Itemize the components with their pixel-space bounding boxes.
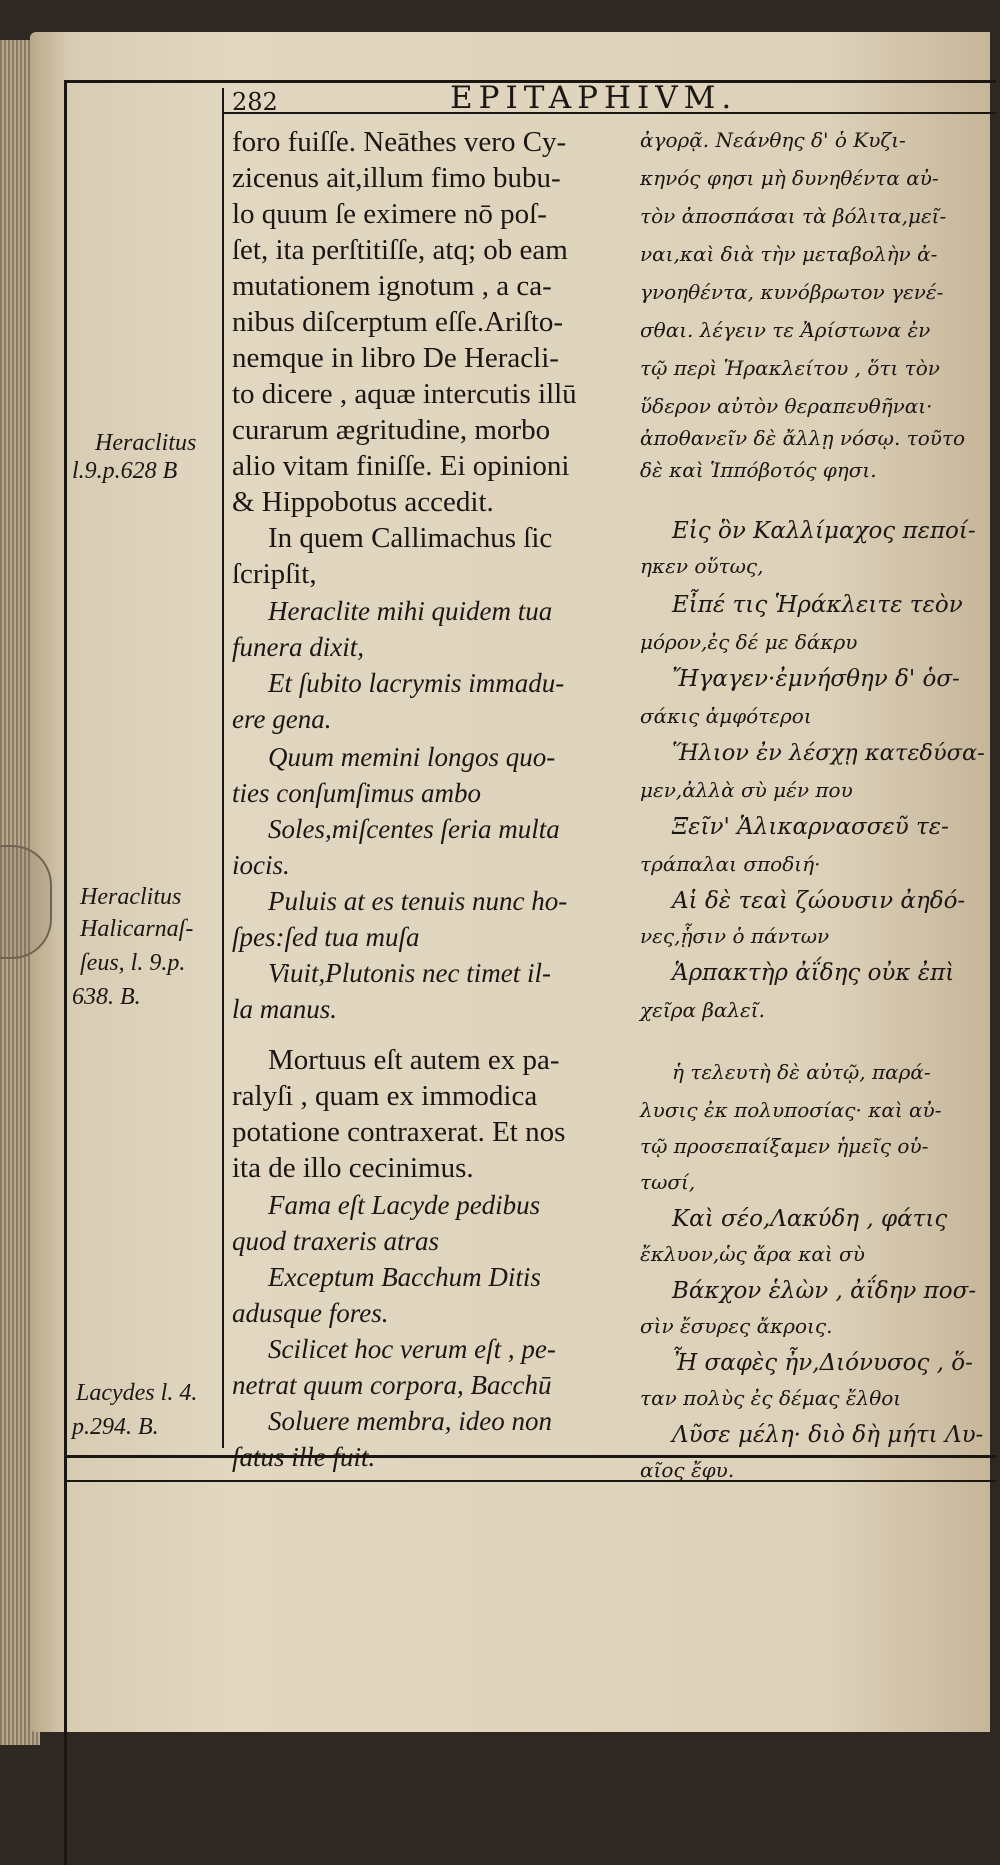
column-rule: [222, 88, 224, 1448]
greek-line: τωσί,: [640, 1170, 696, 1194]
latin-verse-line: netrat quum corpora, Bacchū: [232, 1370, 552, 1400]
left-margin-rule: [64, 80, 67, 1865]
greek-verse-line: Ξεῖν' Ἁλικαρνασσεῦ τε-: [672, 814, 949, 840]
greek-line: ἀγορᾷ. Νεάνθης δ' ὁ Κυζι-: [640, 128, 906, 152]
greek-line: τῷ προσεπαίξαμεν ἡμεῖς οὑ-: [640, 1134, 929, 1158]
greek-line: κηνός φησι μὴ δυνηθέντα αὐ-: [640, 166, 939, 190]
greek-verse-line: Καὶ σέο,Λακύδη , φάτις: [672, 1206, 948, 1232]
latin-verse-line: ſatus ille fuit.: [232, 1442, 376, 1472]
greek-verse-line: σάκις ἀμφότεροι: [640, 704, 812, 728]
greek-verse-line: Βάκχον ἑλὼν , ἀΐδην ποσ-: [672, 1278, 977, 1304]
margin-note: ſeus, l. 9.p.: [80, 950, 186, 976]
margin-note: Halicarnaſ-: [80, 916, 194, 942]
greek-line: ηκεν οὕτως,: [640, 554, 764, 578]
bottom-rule-lower: [64, 1480, 996, 1482]
latin-verse-line: ſpes:ſed tua muſa: [232, 922, 420, 952]
latin-verse-line: funera dixit,: [232, 632, 364, 662]
greek-line: ἀποθανεῖν δὲ ἄλλῃ νόσῳ. τοῦτο: [640, 426, 966, 450]
greek-verse-line: τράπαλαι σποδιή·: [640, 852, 821, 876]
latin-verse-line: Exceptum Bacchum Ditis: [268, 1262, 541, 1292]
greek-verse-line: ταν πολὺς ἐς δέμας ἔλθοι: [640, 1386, 902, 1410]
greek-verse-line: Ἤγαγεν·ἐμνήσθην δ' ὁσ-: [672, 666, 960, 692]
greek-verse-line: μόρον,ἐς δέ με δάκρυ: [640, 630, 858, 654]
latin-verse-line: la manus.: [232, 994, 338, 1024]
greek-line: λυσις ἐκ πολυποσίας· καὶ αὐ-: [640, 1098, 942, 1122]
greek-verse-line: νες,ᾗσιν ὁ πάντων: [640, 924, 830, 948]
latin-verse-line: Soles,miſcentes ſeria multa: [268, 814, 560, 844]
latin-line: In quem Callimachus ſic: [268, 522, 553, 554]
bottom-rule: [64, 1455, 996, 1458]
latin-verse-line: quod traxeris atras: [232, 1226, 440, 1256]
greek-line: δὲ καὶ Ἱππόβοτός φησι.: [640, 458, 877, 482]
latin-verse-line: adusque fores.: [232, 1298, 389, 1328]
greek-verse-line: ἔκλυον,ὡς ἄρα καὶ σὺ: [640, 1242, 865, 1266]
latin-verse-line: Quum memini longos quo-: [268, 742, 556, 772]
latin-line: curarum ægritudine, morbo: [232, 414, 551, 446]
greek-verse-line: Λῦσε μέλη· διὸ δὴ μήτι Λυ-: [672, 1422, 984, 1448]
latin-verse-line: Viuit,Plutonis nec timet il-: [268, 958, 551, 988]
page-tab-marker: [0, 845, 52, 959]
latin-line: potatione contraxerat. Et nos: [232, 1116, 566, 1148]
latin-verse-line: Puluis at es tenuis nunc ho-: [268, 886, 568, 916]
latin-line: nemque in libro De Heracli-: [232, 342, 559, 374]
latin-line: zicenus ait,illum fimo bubu-: [232, 162, 561, 194]
margin-note: Lacydes l. 4.: [76, 1380, 198, 1406]
latin-verse-line: Et ſubito lacrymis immadu-: [268, 668, 565, 698]
margin-note: 638. B.: [72, 984, 141, 1010]
margin-note: Heraclitus: [80, 884, 182, 910]
latin-line: foro fuiſſe. Neāthes vero Cy-: [232, 126, 567, 158]
page-title: EPITAPHIVM.: [450, 80, 738, 116]
greek-verse-line: Ἦ σαφὲς ἦν,Διόνυσος , ὅ-: [672, 1350, 973, 1376]
page-number: 282: [232, 88, 278, 116]
greek-line: γνοηθέντα, κυνόβρωτον γενέ-: [640, 280, 944, 304]
latin-line: mutationem ignotum , a ca-: [232, 270, 552, 302]
latin-line: ſet, ita perſtitiſſe, atq; ob eam: [232, 234, 568, 266]
greek-line: ἡ τελευτὴ δὲ αὐτῷ, παρά-: [672, 1060, 931, 1084]
latin-line: ita de illo cecinimus.: [232, 1152, 474, 1184]
greek-verse-line: αῖος ἔφυ.: [640, 1458, 735, 1482]
greek-verse-line: μεν,ἀλλὰ σὺ μέν που: [640, 778, 853, 802]
latin-line: & Hippobotus accedit.: [232, 486, 494, 518]
greek-verse-line: Ἥλιον ἐν λέσχῃ κατεδύσα-: [672, 740, 985, 766]
greek-verse-line: Εἶπέ τις Ἡράκλειτε τεὸν: [672, 592, 963, 618]
latin-verse-line: Scilicet hoc verum eſt , pe-: [268, 1334, 556, 1364]
greek-verse-line: Ἁρπακτὴρ ἀΐδης οὐκ ἐπὶ: [672, 960, 955, 986]
latin-line: lo quum ſe eximere nō poſ-: [232, 198, 547, 230]
greek-verse-line: σὶν ἔσυρες ἄκροις.: [640, 1314, 833, 1338]
latin-verse-line: Soluere membra, ideo non: [268, 1406, 552, 1436]
greek-line: τῷ περὶ Ἡρακλείτου , ὅτι τὸν: [640, 356, 940, 380]
margin-note: p.294. B.: [72, 1414, 159, 1440]
latin-line: ſcripſit,: [232, 558, 317, 590]
latin-verse-line: ere gena.: [232, 704, 332, 734]
latin-line: nibus diſcerptum eſſe.Ariſto-: [232, 306, 564, 338]
latin-line: Mortuus eſt autem ex pa-: [268, 1044, 560, 1076]
greek-line: τὸν ἀποσπάσαι τὰ βόλιτα,μεῖ-: [640, 204, 947, 228]
latin-verse-line: Heraclite mihi quidem tua: [268, 596, 553, 626]
latin-verse-line: Fama eſt Lacyde pedibus: [268, 1190, 541, 1220]
greek-line: ναι,καὶ διὰ τὴν μεταβολὴν ἀ-: [640, 242, 938, 266]
margin-note: l.9.p.628 B: [72, 458, 178, 484]
latin-verse-line: iocis.: [232, 850, 290, 880]
latin-verse-line: ties conſumſimus ambo: [232, 778, 481, 808]
margin-note: Heraclitus: [95, 430, 197, 456]
greek-verse-line: χεῖρα βαλεῖ.: [640, 998, 765, 1022]
latin-line: alio vitam finiſſe. Ei opinioni: [232, 450, 570, 482]
greek-line: ὕδερον αὐτὸν θεραπευθῆναι·: [640, 394, 933, 418]
greek-line: Εἰς ὃν Καλλίμαχος πεποί-: [672, 518, 976, 544]
latin-line: to dicere , aquæ intercutis illū: [232, 378, 577, 410]
greek-line: σθαι. λέγειν τε Ἀρίστωνα ἐν: [640, 318, 931, 342]
greek-verse-line: Αἱ δὲ τεαὶ ζώουσιν ἀηδό-: [672, 888, 966, 914]
latin-line: ralyſi , quam ex immodica: [232, 1080, 538, 1112]
